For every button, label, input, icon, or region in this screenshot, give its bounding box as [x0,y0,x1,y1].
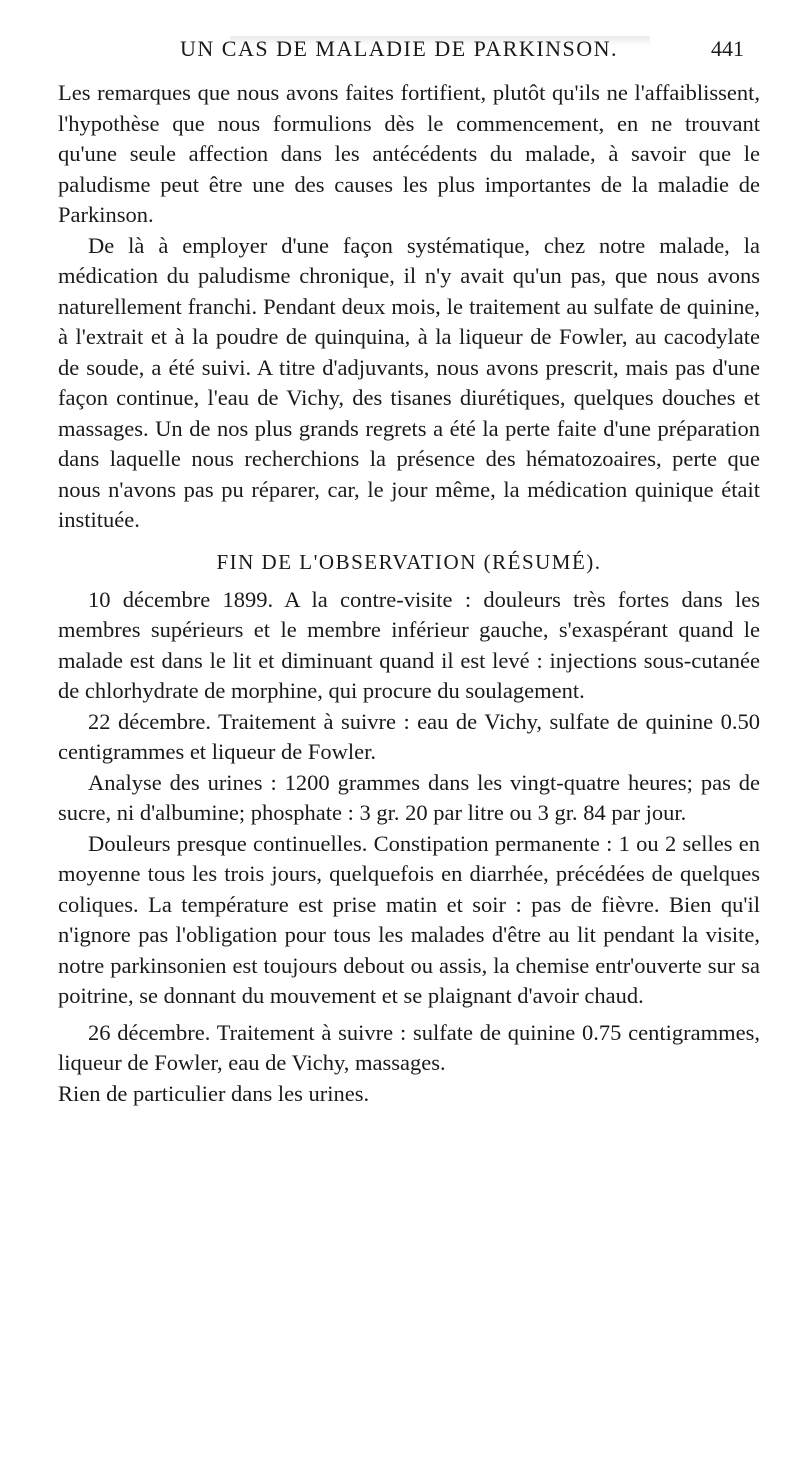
running-title: UN CAS DE MALADIE DE PARKINSON. [180,36,619,61]
paragraph-december-10: 10 décembre 1899. A la contre-visite : douleurs très fortes dans les membres supérieurs et le membre inférieur gauche, s'exaspérant quand le malade est dans le lit et diminuant quand il est levé : injections sous-cutanée de chlorhydrate de morphine, qui procure du soulagement. [58,586,760,703]
paragraph-urine-analysis: Analyse des urines : 1200 grammes dans les vingt-quatre heures; pas de sucre, ni d'albumine; phosphate : 3 gr. 20 par litre ou 3 gr. 84 par jour. [58,769,760,825]
section-heading: FIN DE L'OBSERVATION (RÉSUMÉ). [216,549,602,574]
page-header [60,36,750,66]
body-text [58,78,760,1109]
paragraph-december-22: 22 décembre. Traitement à suivre : eau de Vichy, sulfate de quinine 0.50 centigrammes et liqueur de Fowler. [58,708,760,764]
page-number: 441 [711,36,744,61]
paragraph-conclusion: Les remarques que nous avons faites fortifient, plutôt qu'ils ne l'affaiblissent, l'hypothèse que nous formulions dès le commencement, en ne trouvant qu'une seule affection dans les antécédents du malade, à savoir que le paludisme peut être une des causes les plus importantes de la maladie de Parkinson. [58,80,760,227]
paragraph-urine-note: Rien de particulier dans les urines. [58,1080,370,1106]
paragraph-december-26: 26 décembre. Traitement à suivre : sulfate de quinine 0.75 centigrammes, liqueur de Fowler, eau de Vichy, massages. [58,1019,760,1075]
paragraph-treatment: De là à employer d'une façon systématique, chez notre malade, la médication du paludisme chronique, il n'y avait qu'un pas, que nous avons naturellement franchi. Pendant deux mois, le traitement au sulfate de quinine, à l'extrait et à la poudre de quinquina, à la liqueur de Fowler, au cacodylate de soude, a été suivi. A titre d'adjuvants, nous avons prescrit, mais pas d'une façon continue, l'eau de Vichy, des tisanes diurétiques, quelques douches et massages. Un de nos plus grands regrets a été la perte faite d'une préparation dans laquelle nous recherchions la présence des hématozoaires, perte que nous n'avons pas pu réparer, car, le jour même, la médication quinique était instituée. [58,232,760,532]
paragraph-symptoms: Douleurs presque continuelles. Constipation permanente : 1 ou 2 selles en moyenne tous les trois jours, quelquefois en diarrhée, précédées de quelques coliques. La température est prise matin et soir : pas de fièvre. Bien qu'il n'ignore pas l'obligation pour tous les malades d'être au lit pendant la visite, notre parkinsonien est toujours debout ou assis, la chemise entr'ouverte sur sa poitrine, se donnant du mouvement et se plaignant d'avoir chaud. [58,830,760,1008]
